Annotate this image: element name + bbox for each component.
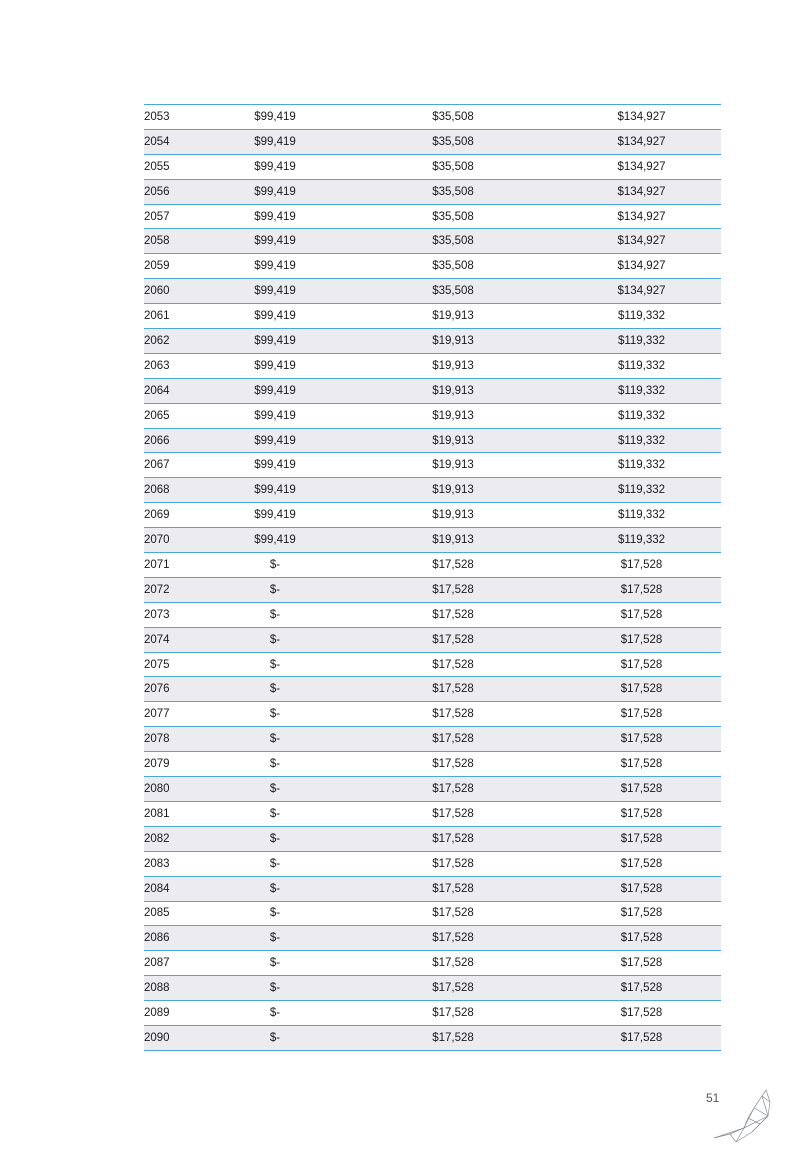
total-cell: $17,528 <box>562 652 721 677</box>
table-row <box>144 329 721 354</box>
value-a-cell: $99,419 <box>206 403 344 428</box>
data-table <box>144 104 721 1051</box>
year-cell: 2086 <box>144 926 206 951</box>
value-a-cell: $- <box>206 627 344 652</box>
value-a-cell: $99,419 <box>206 154 344 179</box>
total-cell: $134,927 <box>562 129 721 154</box>
table-row <box>144 702 721 727</box>
table-row <box>144 951 721 976</box>
value-b-cell: $35,508 <box>344 204 562 229</box>
value-a-cell: $99,419 <box>206 378 344 403</box>
value-b-cell: $17,528 <box>344 1025 562 1050</box>
table-row <box>144 851 721 876</box>
total-cell: $17,528 <box>562 1001 721 1026</box>
table-row <box>144 279 721 304</box>
total-cell: $17,528 <box>562 577 721 602</box>
table-row <box>144 553 721 578</box>
value-b-cell: $17,528 <box>344 951 562 976</box>
total-cell: $17,528 <box>562 951 721 976</box>
table-row <box>144 577 721 602</box>
year-cell: 2083 <box>144 851 206 876</box>
value-b-cell: $17,528 <box>344 876 562 901</box>
value-a-cell: $99,419 <box>206 329 344 354</box>
year-cell: 2058 <box>144 229 206 254</box>
year-cell: 2081 <box>144 801 206 826</box>
table-body <box>144 105 721 1051</box>
value-a-cell: $- <box>206 1001 344 1026</box>
total-cell: $17,528 <box>562 876 721 901</box>
total-cell: $119,332 <box>562 503 721 528</box>
total-cell: $17,528 <box>562 976 721 1001</box>
year-cell: 2068 <box>144 478 206 503</box>
total-cell: $17,528 <box>562 702 721 727</box>
value-a-cell: $- <box>206 652 344 677</box>
year-cell: 2067 <box>144 453 206 478</box>
value-b-cell: $19,913 <box>344 503 562 528</box>
value-a-cell: $99,419 <box>206 528 344 553</box>
value-b-cell: $17,528 <box>344 1001 562 1026</box>
year-cell: 2056 <box>144 179 206 204</box>
total-cell: $134,927 <box>562 279 721 304</box>
value-b-cell: $19,913 <box>344 329 562 354</box>
value-a-cell: $- <box>206 826 344 851</box>
table-row <box>144 801 721 826</box>
total-cell: $134,927 <box>562 204 721 229</box>
table-row <box>144 428 721 453</box>
value-b-cell: $17,528 <box>344 577 562 602</box>
table-row <box>144 677 721 702</box>
value-a-cell: $99,419 <box>206 254 344 279</box>
year-cell: 2062 <box>144 329 206 354</box>
year-cell: 2085 <box>144 901 206 926</box>
table-row <box>144 204 721 229</box>
total-cell: $134,927 <box>562 254 721 279</box>
value-b-cell: $35,508 <box>344 129 562 154</box>
value-a-cell: $- <box>206 901 344 926</box>
total-cell: $134,927 <box>562 105 721 130</box>
value-a-cell: $99,419 <box>206 353 344 378</box>
total-cell: $17,528 <box>562 553 721 578</box>
value-b-cell: $19,913 <box>344 453 562 478</box>
total-cell: $17,528 <box>562 926 721 951</box>
value-a-cell: $99,419 <box>206 105 344 130</box>
total-cell: $119,332 <box>562 528 721 553</box>
value-b-cell: $35,508 <box>344 229 562 254</box>
value-a-cell: $- <box>206 926 344 951</box>
year-cell: 2055 <box>144 154 206 179</box>
value-a-cell: $99,419 <box>206 129 344 154</box>
total-cell: $119,332 <box>562 428 721 453</box>
value-b-cell: $35,508 <box>344 154 562 179</box>
total-cell: $119,332 <box>562 453 721 478</box>
table-row <box>144 254 721 279</box>
table-row <box>144 403 721 428</box>
value-b-cell: $35,508 <box>344 105 562 130</box>
year-cell: 2084 <box>144 876 206 901</box>
value-a-cell: $- <box>206 801 344 826</box>
value-a-cell: $99,419 <box>206 179 344 204</box>
table-row <box>144 503 721 528</box>
year-cell: 2053 <box>144 105 206 130</box>
value-b-cell: $35,508 <box>344 179 562 204</box>
year-cell: 2072 <box>144 577 206 602</box>
total-cell: $119,332 <box>562 478 721 503</box>
value-a-cell: $99,419 <box>206 279 344 304</box>
value-a-cell: $- <box>206 1025 344 1050</box>
total-cell: $119,332 <box>562 304 721 329</box>
year-cell: 2075 <box>144 652 206 677</box>
value-a-cell: $- <box>206 777 344 802</box>
value-b-cell: $19,913 <box>344 304 562 329</box>
table-row <box>144 179 721 204</box>
table-row <box>144 926 721 951</box>
value-b-cell: $17,528 <box>344 553 562 578</box>
total-cell: $119,332 <box>562 329 721 354</box>
table-row <box>144 627 721 652</box>
year-cell: 2054 <box>144 129 206 154</box>
value-a-cell: $99,419 <box>206 453 344 478</box>
year-cell: 2063 <box>144 353 206 378</box>
year-cell: 2080 <box>144 777 206 802</box>
value-b-cell: $19,913 <box>344 478 562 503</box>
table-row <box>144 304 721 329</box>
value-a-cell: $- <box>206 577 344 602</box>
year-cell: 2064 <box>144 378 206 403</box>
value-a-cell: $99,419 <box>206 478 344 503</box>
total-cell: $17,528 <box>562 851 721 876</box>
total-cell: $17,528 <box>562 602 721 627</box>
value-b-cell: $17,528 <box>344 752 562 777</box>
value-b-cell: $17,528 <box>344 652 562 677</box>
year-cell: 2088 <box>144 976 206 1001</box>
value-a-cell: $99,419 <box>206 503 344 528</box>
table-row <box>144 528 721 553</box>
total-cell: $17,528 <box>562 826 721 851</box>
year-cell: 2076 <box>144 677 206 702</box>
year-cell: 2061 <box>144 304 206 329</box>
geometric-bird-logo-icon <box>710 1088 772 1144</box>
year-cell: 2079 <box>144 752 206 777</box>
value-a-cell: $99,419 <box>206 204 344 229</box>
year-cell: 2078 <box>144 727 206 752</box>
value-a-cell: $- <box>206 702 344 727</box>
value-b-cell: $17,528 <box>344 677 562 702</box>
table-row <box>144 1025 721 1050</box>
data-table-container <box>144 104 721 1051</box>
table-row <box>144 976 721 1001</box>
table-row <box>144 602 721 627</box>
year-cell: 2059 <box>144 254 206 279</box>
value-b-cell: $19,913 <box>344 378 562 403</box>
value-a-cell: $- <box>206 677 344 702</box>
table-row <box>144 229 721 254</box>
total-cell: $134,927 <box>562 229 721 254</box>
total-cell: $17,528 <box>562 1025 721 1050</box>
value-b-cell: $17,528 <box>344 826 562 851</box>
page-number: 51 <box>706 1091 720 1105</box>
year-cell: 2057 <box>144 204 206 229</box>
total-cell: $17,528 <box>562 677 721 702</box>
total-cell: $119,332 <box>562 378 721 403</box>
value-a-cell: $- <box>206 951 344 976</box>
table-row <box>144 353 721 378</box>
value-a-cell: $- <box>206 976 344 1001</box>
year-cell: 2087 <box>144 951 206 976</box>
year-cell: 2066 <box>144 428 206 453</box>
value-b-cell: $35,508 <box>344 279 562 304</box>
value-b-cell: $35,508 <box>344 254 562 279</box>
value-b-cell: $17,528 <box>344 727 562 752</box>
value-b-cell: $17,528 <box>344 976 562 1001</box>
year-cell: 2060 <box>144 279 206 304</box>
value-a-cell: $- <box>206 727 344 752</box>
table-row <box>144 378 721 403</box>
table-row <box>144 876 721 901</box>
year-cell: 2089 <box>144 1001 206 1026</box>
table-row <box>144 1001 721 1026</box>
table-row <box>144 652 721 677</box>
table-row <box>144 752 721 777</box>
year-cell: 2073 <box>144 602 206 627</box>
total-cell: $17,528 <box>562 801 721 826</box>
value-a-cell: $99,419 <box>206 304 344 329</box>
value-b-cell: $17,528 <box>344 702 562 727</box>
year-cell: 2071 <box>144 553 206 578</box>
value-a-cell: $- <box>206 553 344 578</box>
value-b-cell: $17,528 <box>344 901 562 926</box>
total-cell: $17,528 <box>562 727 721 752</box>
value-b-cell: $17,528 <box>344 851 562 876</box>
value-b-cell: $17,528 <box>344 602 562 627</box>
table-row <box>144 154 721 179</box>
value-a-cell: $99,419 <box>206 229 344 254</box>
table-row <box>144 105 721 130</box>
table-row <box>144 129 721 154</box>
total-cell: $17,528 <box>562 627 721 652</box>
value-a-cell: $- <box>206 876 344 901</box>
total-cell: $17,528 <box>562 752 721 777</box>
table-row <box>144 777 721 802</box>
year-cell: 2065 <box>144 403 206 428</box>
value-b-cell: $19,913 <box>344 403 562 428</box>
total-cell: $17,528 <box>562 901 721 926</box>
total-cell: $134,927 <box>562 154 721 179</box>
value-a-cell: $- <box>206 752 344 777</box>
table-row <box>144 826 721 851</box>
table-row <box>144 478 721 503</box>
table-row <box>144 453 721 478</box>
year-cell: 2074 <box>144 627 206 652</box>
year-cell: 2077 <box>144 702 206 727</box>
total-cell: $119,332 <box>562 353 721 378</box>
value-b-cell: $17,528 <box>344 801 562 826</box>
value-a-cell: $- <box>206 851 344 876</box>
value-b-cell: $17,528 <box>344 777 562 802</box>
year-cell: 2082 <box>144 826 206 851</box>
value-b-cell: $19,913 <box>344 353 562 378</box>
total-cell: $134,927 <box>562 179 721 204</box>
total-cell: $119,332 <box>562 403 721 428</box>
value-a-cell: $99,419 <box>206 428 344 453</box>
value-b-cell: $17,528 <box>344 926 562 951</box>
table-row <box>144 901 721 926</box>
value-b-cell: $19,913 <box>344 528 562 553</box>
year-cell: 2070 <box>144 528 206 553</box>
table-row <box>144 727 721 752</box>
total-cell: $17,528 <box>562 777 721 802</box>
year-cell: 2069 <box>144 503 206 528</box>
value-b-cell: $17,528 <box>344 627 562 652</box>
value-a-cell: $- <box>206 602 344 627</box>
value-b-cell: $19,913 <box>344 428 562 453</box>
year-cell: 2090 <box>144 1025 206 1050</box>
